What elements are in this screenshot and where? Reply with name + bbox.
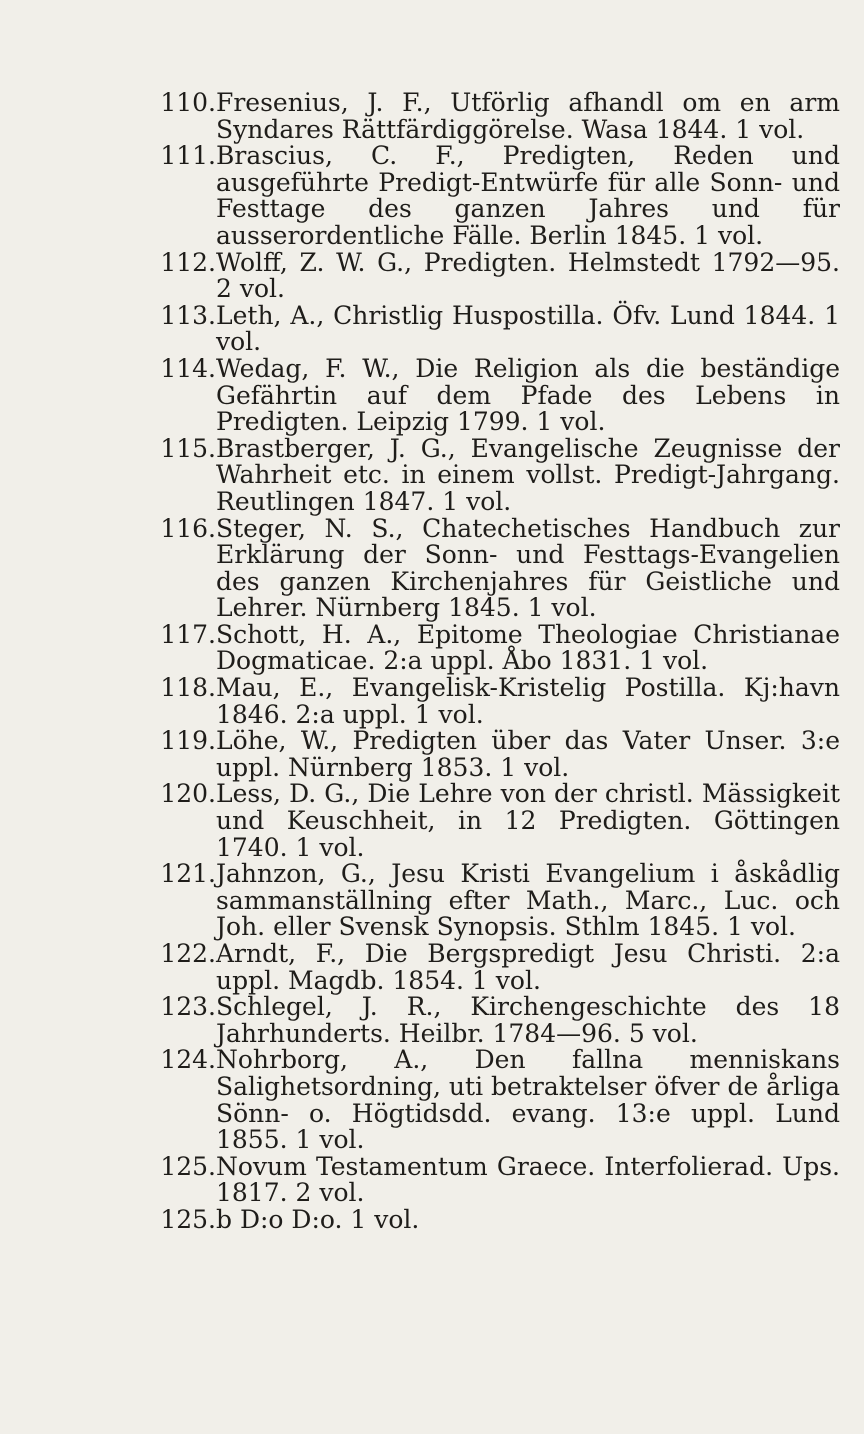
catalog-entry bbox=[150, 513, 840, 623]
catalog-entry bbox=[150, 353, 840, 437]
entry-text: Löhe, W., Predigten über das Vater Unser. 3:e uppl. Nürnberg 1853. 1 vol. bbox=[216, 726, 840, 782]
catalog-entry bbox=[150, 781, 840, 861]
catalog-entry bbox=[150, 247, 840, 304]
catalog-entry bbox=[150, 300, 840, 357]
entry-number: 110. bbox=[160, 88, 216, 117]
entry-text: Steger, N. S., Chatechetisches Handbuch zur Erklärung der Sonn- und Festtags-Evangelien des ganzen Kirchenjahres für Geistliche und Lehrer. Nürnberg 1845. 1 vol. bbox=[216, 513, 840, 623]
entry-text: Nohrborg, A., Den fallna menniskans Salighetsordning, uti betraktelser öfver de årliga Sönn- o. Högtidsdd. evang. 13:e uppl. Lund 1855. 1 vol. bbox=[216, 1045, 840, 1155]
entry-number: 119. bbox=[160, 726, 216, 756]
entry-text: Wedag, F. W., Die Religion als die beständige Gefährtin auf dem Pfade des Lebens in Predigten. Leipzig 1799. 1 vol. bbox=[216, 353, 840, 437]
entry-text: b D:o D:o. 1 vol. bbox=[216, 1204, 420, 1234]
entry-number: 120. bbox=[160, 779, 216, 809]
catalog-entry bbox=[150, 1151, 840, 1208]
entry-number: 114. bbox=[160, 353, 216, 383]
entry-number: 123. bbox=[160, 992, 216, 1022]
entry-number: 118. bbox=[160, 673, 216, 703]
entry-number: 121. bbox=[160, 859, 216, 889]
entry-number: 113. bbox=[160, 300, 216, 330]
catalog-entry bbox=[150, 619, 840, 676]
entry-number: 124. bbox=[160, 1045, 216, 1075]
entry-number: 111. bbox=[160, 141, 216, 171]
entry-number: 125. bbox=[160, 1151, 216, 1181]
catalog-entry bbox=[150, 675, 840, 728]
catalog-entry bbox=[150, 143, 840, 249]
entry-text: Leth, A., Christlig Huspostilla. Öfv. Lund 1844. 1 vol. bbox=[216, 300, 840, 357]
entry-number: 112. bbox=[160, 247, 216, 277]
catalog-entry-list bbox=[150, 90, 840, 1234]
entry-number: 116. bbox=[160, 513, 216, 543]
catalog-entry bbox=[150, 1204, 840, 1234]
catalog-entry bbox=[150, 433, 840, 516]
entry-number: 125. bbox=[160, 1204, 216, 1234]
entry-text: Jahnzon, G., Jesu Kristi Evangelium i åskådlig sammanställning efter Math., Marc., Luc. och Joh. eller Svensk Synopsis. Sthlm 1845. 1 vol. bbox=[216, 859, 840, 942]
entry-number: 117. bbox=[160, 619, 216, 649]
entry-text: Fresenius, J. F., Utförlig afhandl om en arm Syndares Rättfärdiggörelse. Wasa 1844. 1 vol. bbox=[216, 88, 840, 144]
entry-text: Schott, H. A., Epitome Theologiae Christianae Dogmaticae. 2:a uppl. Åbo 1831. 1 vol. bbox=[216, 619, 840, 676]
entry-text: Brascius, C. F., Predigten, Reden und ausgeführte Predigt-Entwürfe für alle Sonn- und Festtage des ganzen Jahres und für ausserordentliche Fälle. Berlin 1845. 1 vol. bbox=[216, 141, 840, 250]
entry-number: 115. bbox=[160, 433, 216, 463]
entry-text: Schlegel, J. R., Kirchengeschichte des 18 Jahrhunderts. Heilbr. 1784—96. 5 vol. bbox=[216, 992, 840, 1048]
catalog-entry bbox=[150, 994, 840, 1047]
catalog-entry bbox=[150, 861, 840, 941]
catalog-entry bbox=[150, 728, 840, 781]
entry-text: Arndt, F., Die Bergspredigt Jesu Christi. 2:a uppl. Magdb. 1854. 1 vol. bbox=[216, 939, 840, 995]
entry-number: 122. bbox=[160, 939, 216, 968]
entry-text: Novum Testamentum Graece. Interfolierad. Ups. 1817. 2 vol. bbox=[216, 1151, 840, 1208]
entry-text: Less, D. G., Die Lehre von der christl. Mässigkeit und Keuschheit, in 12 Predigten. Göttingen 1740. 1 vol. bbox=[216, 779, 840, 862]
catalog-entry bbox=[150, 1047, 840, 1153]
catalog-entry bbox=[150, 90, 840, 143]
catalog-entry bbox=[150, 941, 840, 994]
entry-text: Wolff, Z. W. G., Predigten. Helmstedt 1792—95. 2 vol. bbox=[216, 247, 840, 304]
entry-text: Mau, E., Evangelisk-Kristelig Postilla. Kj:havn 1846. 2:a uppl. 1 vol. bbox=[216, 673, 840, 729]
entry-text: Brastberger, J. G., Evangelische Zeugnisse der Wahrheit etc. in einem vollst. Predigt-Jahrgang. Reutlingen 1847. 1 vol. bbox=[216, 433, 840, 516]
